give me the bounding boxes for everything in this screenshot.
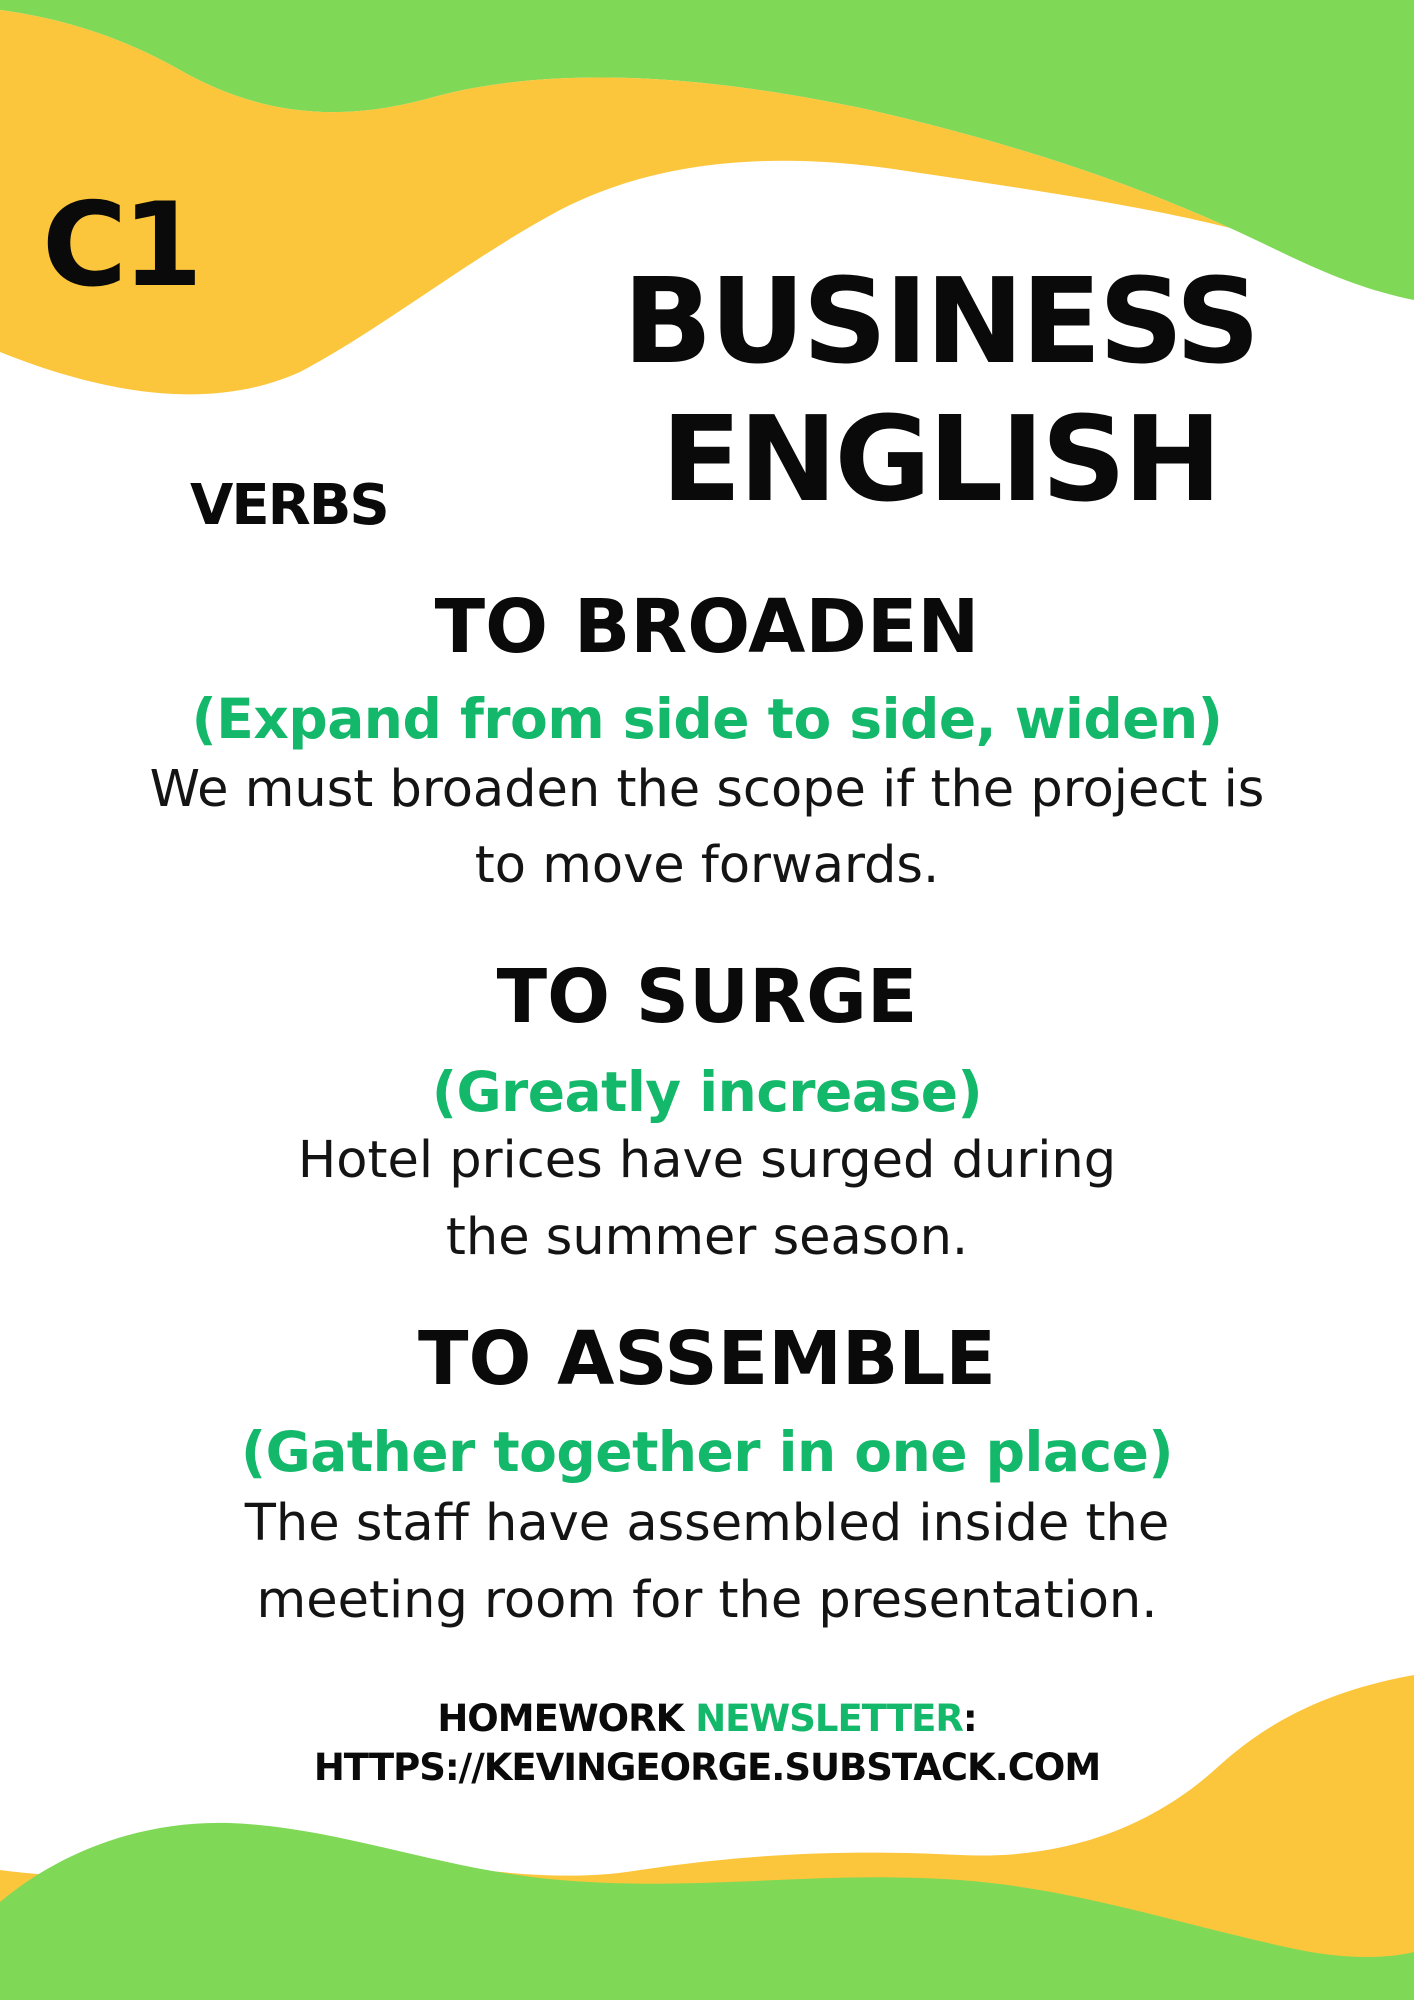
verb-definition: (Expand from side to side, widen) (191, 687, 1223, 751)
verb-example-line: Hotel prices have surged during (297, 1131, 1117, 1190)
verb-example-line: meeting room for the presentation. (256, 1571, 1158, 1630)
verb-heading: TO ASSEMBLE (418, 1316, 996, 1402)
footer-newsletter-label: NEWSLETTER (695, 1697, 963, 1740)
verb-heading: TO BROADEN (434, 584, 980, 670)
category-label: VERBS (190, 473, 388, 538)
page-title-line1: BUSINESS (622, 252, 1258, 390)
verb-example-line: We must broaden the scope if the project is (149, 760, 1265, 819)
verb-heading: TO SURGE (496, 954, 918, 1040)
level-badge: C1 (42, 178, 198, 313)
verb-definition: (Gather together in one place) (240, 1420, 1174, 1484)
newsletter-link[interactable]: HTTPS://KEVINGEORGE.SUBSTACK.COM (313, 1746, 1101, 1789)
verb-example-line: The staff have assembled inside the (244, 1494, 1170, 1553)
verb-example-line: to move forwards. (474, 836, 940, 895)
footer-homework-label: HOMEWORK (437, 1697, 684, 1740)
verb-definition: (Greatly increase) (431, 1060, 983, 1124)
footer-homework-line (0, 1697, 1414, 1740)
footer-colon: : (962, 1697, 977, 1740)
verb-example-line: the summer season. (445, 1208, 969, 1267)
page-title-line2: ENGLISH (660, 390, 1220, 528)
